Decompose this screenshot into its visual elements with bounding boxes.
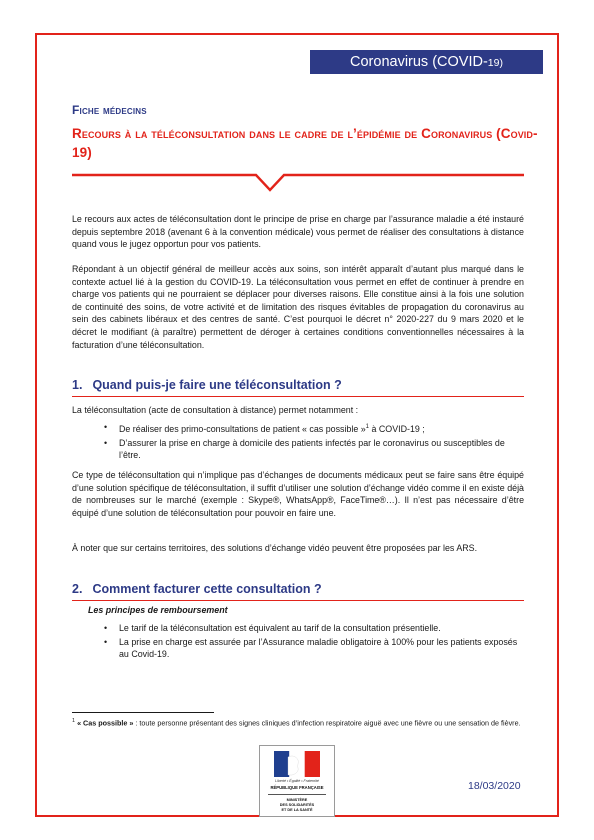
footnote bbox=[72, 716, 524, 729]
list-item: • De réaliser des primo-consultations de patient « cas possible »$^1$ à COVID-19 ; bbox=[104, 422, 425, 434]
section-1-rule bbox=[72, 396, 524, 397]
bullet-icon: • bbox=[104, 422, 108, 432]
marianne-flag-icon bbox=[274, 751, 320, 777]
document-kicker: Fiche médecins bbox=[72, 103, 147, 117]
list-item: • La prise en charge est assurée par l’Assurance maladie obligatoire à 100% pour les patients exposés au Covid-19. bbox=[104, 636, 518, 660]
footnote-marker: 1 bbox=[72, 718, 76, 724]
section-2-number: 2. bbox=[72, 582, 83, 596]
logo-separator bbox=[268, 794, 326, 795]
section-2-rule bbox=[72, 600, 524, 601]
list-item: • D’assurer la prise en charge à domicile des patients infectés par le coronavirus ou susceptibles de l’être. bbox=[104, 437, 505, 461]
speech-divider-icon bbox=[70, 172, 526, 196]
footnote-separator bbox=[72, 712, 214, 713]
footnote-term: « Cas possible » bbox=[77, 718, 134, 728]
section-1-title: Quand puis-je faire une téléconsultation ? bbox=[92, 378, 342, 392]
banner-text: Coronavirus (COVID- bbox=[350, 54, 488, 70]
intro-paragraph-1: Le recours aux actes de téléconsultation dont le principe de prise en charge par l’assurance maladie a été instauré depuis septembre 2018 (avenant 6 à la convention médicale) vous permet de réaliser des consultations à distance quand vous le jugez opportun pour vos patients. bbox=[72, 214, 524, 250]
logo-motto: Liberté • Égalité • Fraternité bbox=[275, 779, 319, 783]
ministry-logo bbox=[259, 745, 335, 817]
intro-paragraph-2: Répondant à un objectif général de meilleur accès aux soins, son intérêt apparaît d’autant plus marqué dans le contexte actuel lié à la gestion du COVID-19. La téléconsultation vous permet en effet de continuer à prendre en charge vos patients qui ne pourraient se déplacer pour diverses raisons. Elle constitue ainsi à la fois une solution de continuité des soins, de votre activité et de limitation des risques évitables de propagation du coronavirus au sein des cabinets libéraux et des centres de santé. C’est pourquoi le décret n° 2020-227 du 9 mars 2020 et le décret le modifiant (à paraître) permettent de déroger à certaines conditions conventionnelles nécessaires à la facturation d’une téléconsultation. bbox=[72, 264, 524, 350]
list-item: • Le tarif de la téléconsultation est équivalent au tarif de la consultation présentielle. bbox=[104, 623, 441, 633]
section-2-bullet-list bbox=[104, 622, 524, 662]
section-2-title: Comment facturer cette consultation ? bbox=[92, 582, 322, 596]
section-1-number: 1. bbox=[72, 378, 83, 392]
footnote-text: : toute personne présentant des signes cliniques d’infection respiratoire aiguë avec une fièvre ou une sensation de fièvre. bbox=[133, 718, 521, 728]
section-1-paragraph-2: À noter que sur certains territoires, des solutions d’échange vidéo peuvent être proposées par les ARS. bbox=[72, 543, 478, 553]
bullet-icon: • bbox=[104, 636, 108, 647]
section-2-subheading: Les principes de remboursement bbox=[88, 605, 228, 615]
header-banner bbox=[310, 50, 543, 74]
section-1-bullet-list bbox=[104, 421, 524, 463]
section-1-heading bbox=[72, 378, 342, 392]
section-2-heading bbox=[72, 582, 322, 596]
bullet-icon: • bbox=[104, 437, 108, 448]
logo-ministry: MINISTÈRE DES SOLIDARITÉS ET DE LA SANTÉ bbox=[279, 798, 315, 812]
document-title: Recours à la téléconsultation dans le cadre de l’épidémie de Coronavirus (Covid-19) bbox=[72, 126, 538, 160]
document-date: 18/03/2020 bbox=[468, 780, 521, 792]
bullet-icon: • bbox=[104, 623, 108, 633]
banner-text-small: 19) bbox=[487, 57, 503, 69]
section-1-paragraph-1: Ce type de téléconsultation qui n’implique pas d’échanges de documents médicaux peut se faire sans être équipé d’une solution spécifique de téléconsultation, il suffit d’utiliser une solution d’échange vidéo comme il en existe déjà de nombreuses sur le marché (exemple : Skype®, WhatsApp®, FaceTime®…). Il n’est pas nécessaire d’être équipé d’une solution de téléconsultation pour pouvoir en faire une. bbox=[72, 470, 524, 518]
logo-republic: RÉPUBLIQUE FRANÇAISE bbox=[270, 785, 324, 790]
footnote-ref: 1 bbox=[365, 424, 370, 430]
section-1-lead: La téléconsultation (acte de consultation à distance) permet notamment : bbox=[72, 405, 359, 415]
